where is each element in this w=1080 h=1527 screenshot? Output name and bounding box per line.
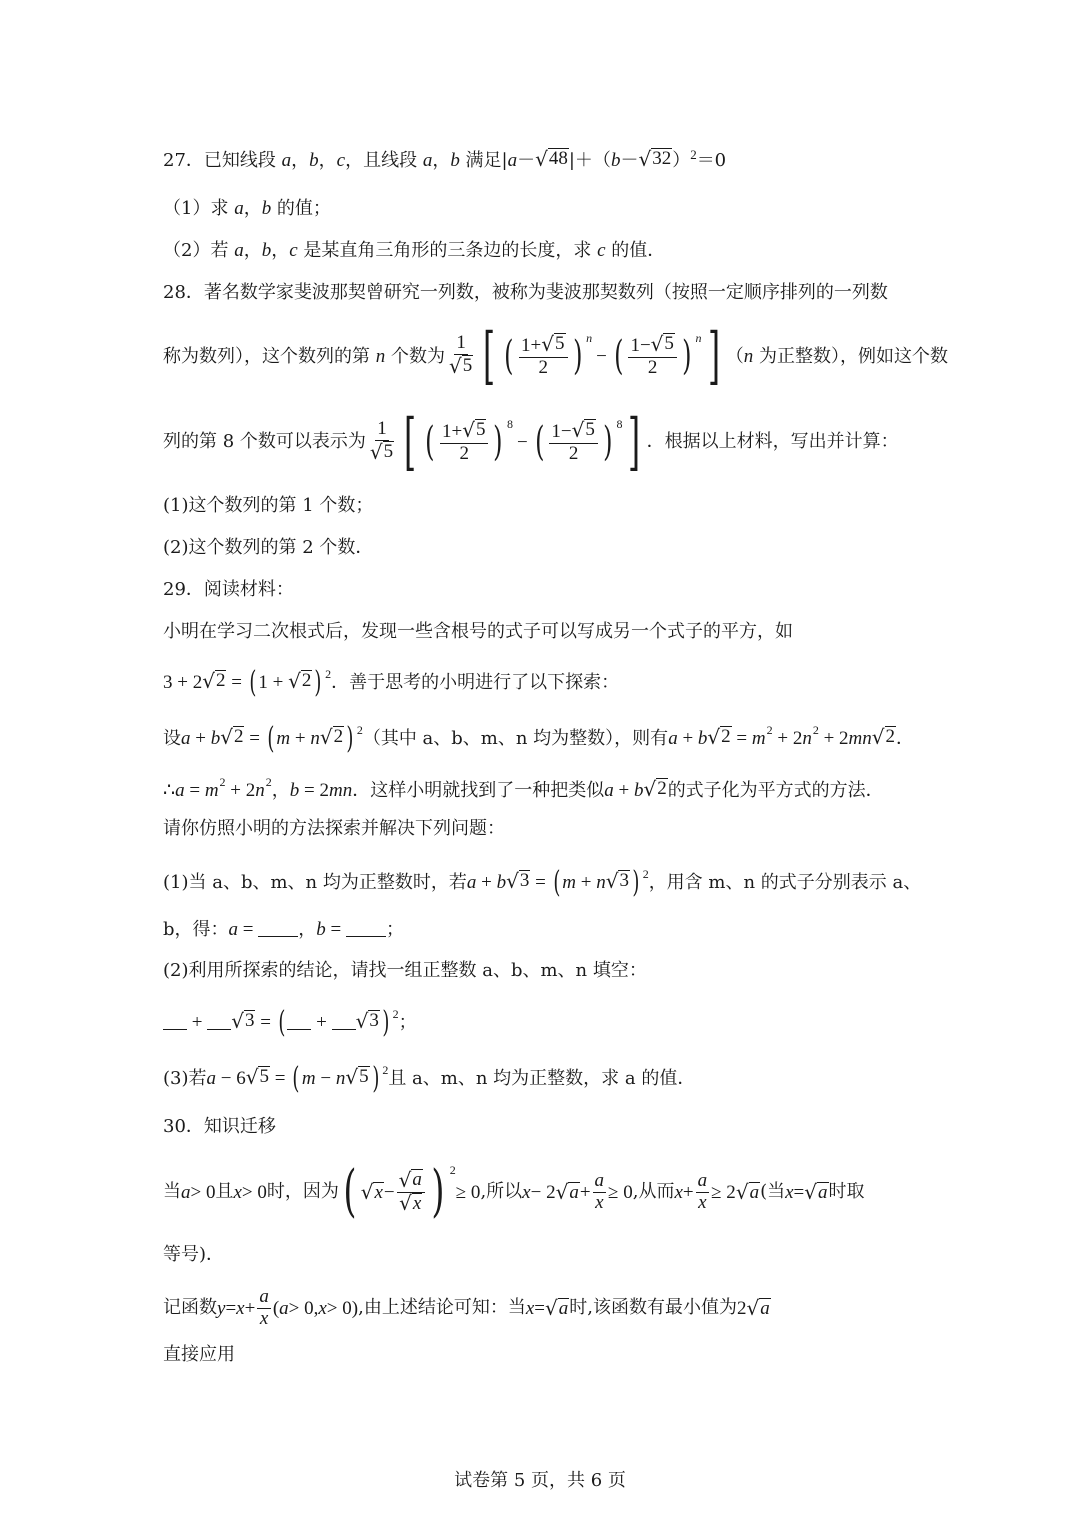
q30-line1: 当 a > 0 且 x > 0 时，因为 ( √ x − √ a √ x ) 2 ≥ 0 ,所以 x − 2 √ a + $\frac{a}{x}$ ≥ 0 ,从而 x + $\frac{a}{x}$ ≥ 2 √ a (当 x = √ a 时取 (163, 1159, 865, 1224)
q30-title: 30．知识迁移 (163, 1116, 276, 1137)
answer-blank-b[interactable] (346, 920, 386, 937)
q29-setup: 设a + b √ 2 = ( m + n √ 2 ) $^2$（其中 a、b、m、n 均为整数），则有a + b √ 2 = $m^2 + 2n^2 + 2mn$ √ 2 ． (163, 721, 915, 756)
answer-blank-a[interactable] (258, 920, 298, 937)
q29-intro: 小明在学习二次根式后，发现一些含根号的式子可以写成另一个式子的平方，如 (163, 621, 793, 642)
q29-part1: (1)当 a、b、m、n 均为正整数时，若a + b √ 3 = ( m + n √ 3 ) $^2$，用含 m、n 的式子分别表示 a、 (163, 865, 922, 900)
q29-example-eq: 3 + 2 √ 2 = ( 1 + √ 2 ) $^2$．善于思考的小明进行了以下探索： (163, 665, 620, 700)
fill-blank-1[interactable] (163, 1013, 187, 1030)
q30-line3: 记函数 y = x + $\frac{a}{x}$ ( a > 0, x > 0) ,由上述结论可知：当 x = √ a 时,该函数有最小值为 2 √ a (163, 1285, 770, 1329)
q30-line2: 等号)． (163, 1244, 225, 1265)
q27-part1: （1）求 a，b 的值； (163, 198, 331, 219)
q29-part3: (3)若a − 6 √ 5 = ( m − n √ 5 ) $^2$且 a、m、n 均为正整数，求 a 的值． (163, 1061, 696, 1096)
q27-part2: （2）若 a，b，c 是某直角三角形的三条边的长度，求 c 的值． (163, 240, 666, 261)
fib-formula-general: 1 √ 5 (448, 332, 473, 378)
q30-line4: 直接应用 (163, 1344, 235, 1365)
q28-part2: (2)这个数列的第 2 个数． (163, 537, 374, 558)
q29-title: 29．阅读材料： (163, 579, 294, 600)
q29-part1-answer: b，得：a = ，b = ； (163, 919, 404, 940)
q28-part1: (1)这个数列的第 1 个数； (163, 495, 374, 516)
fib-formula-8: 1 √ 5 (369, 418, 394, 464)
fill-blank-3[interactable] (287, 1013, 311, 1030)
page-footer: 试卷第 5 页，共 6 页 (454, 1470, 626, 1491)
q29-ask: 请你仿照小明的方法探索并解决下列问题： (163, 818, 505, 839)
q28-line2: 称为数列），这个数列的第 n 个数为 1 √ 5 [ ( 1+ √ 5 2 ) n − ( 1− √ 5 2 ) n ] （n 为正整数），例如这个数 (163, 319, 948, 392)
q28-line3: 列的第 8 个数可以表示为 1 √ 5 [ ( 1+ √ 5 2 ) 8 − ( 1− √ 5 2 ) 8 ] ．根据以上材料，写出并计算： (163, 405, 899, 478)
fill-blank-4[interactable] (332, 1013, 356, 1030)
q29-part2-blanks: + √ 3 = ( + √ 3 ) $^2$； (163, 1008, 417, 1038)
q29-conclusion: ∴a = $m^2 + 2n^2$，b = 2mn．这样小明就找到了一种把类似a + b √ 2 的式子化为平方式的方法． (163, 774, 884, 801)
q27-stem: 27．已知线段 a，b，c，且线段 a，b 满足|a－ √ 48 |＋（b－ √ 32 ）$^2$＝0 (163, 146, 727, 171)
q28-line1: 28．著名数学家斐波那契曾研究一列数，被称为斐波那契数列（按照一定顺序排列的一列数 (163, 282, 888, 303)
q29-part2: (2)利用所探索的结论，请找一组正整数 a、b、m、n 填空： (163, 960, 647, 981)
fill-blank-2[interactable] (207, 1013, 231, 1030)
